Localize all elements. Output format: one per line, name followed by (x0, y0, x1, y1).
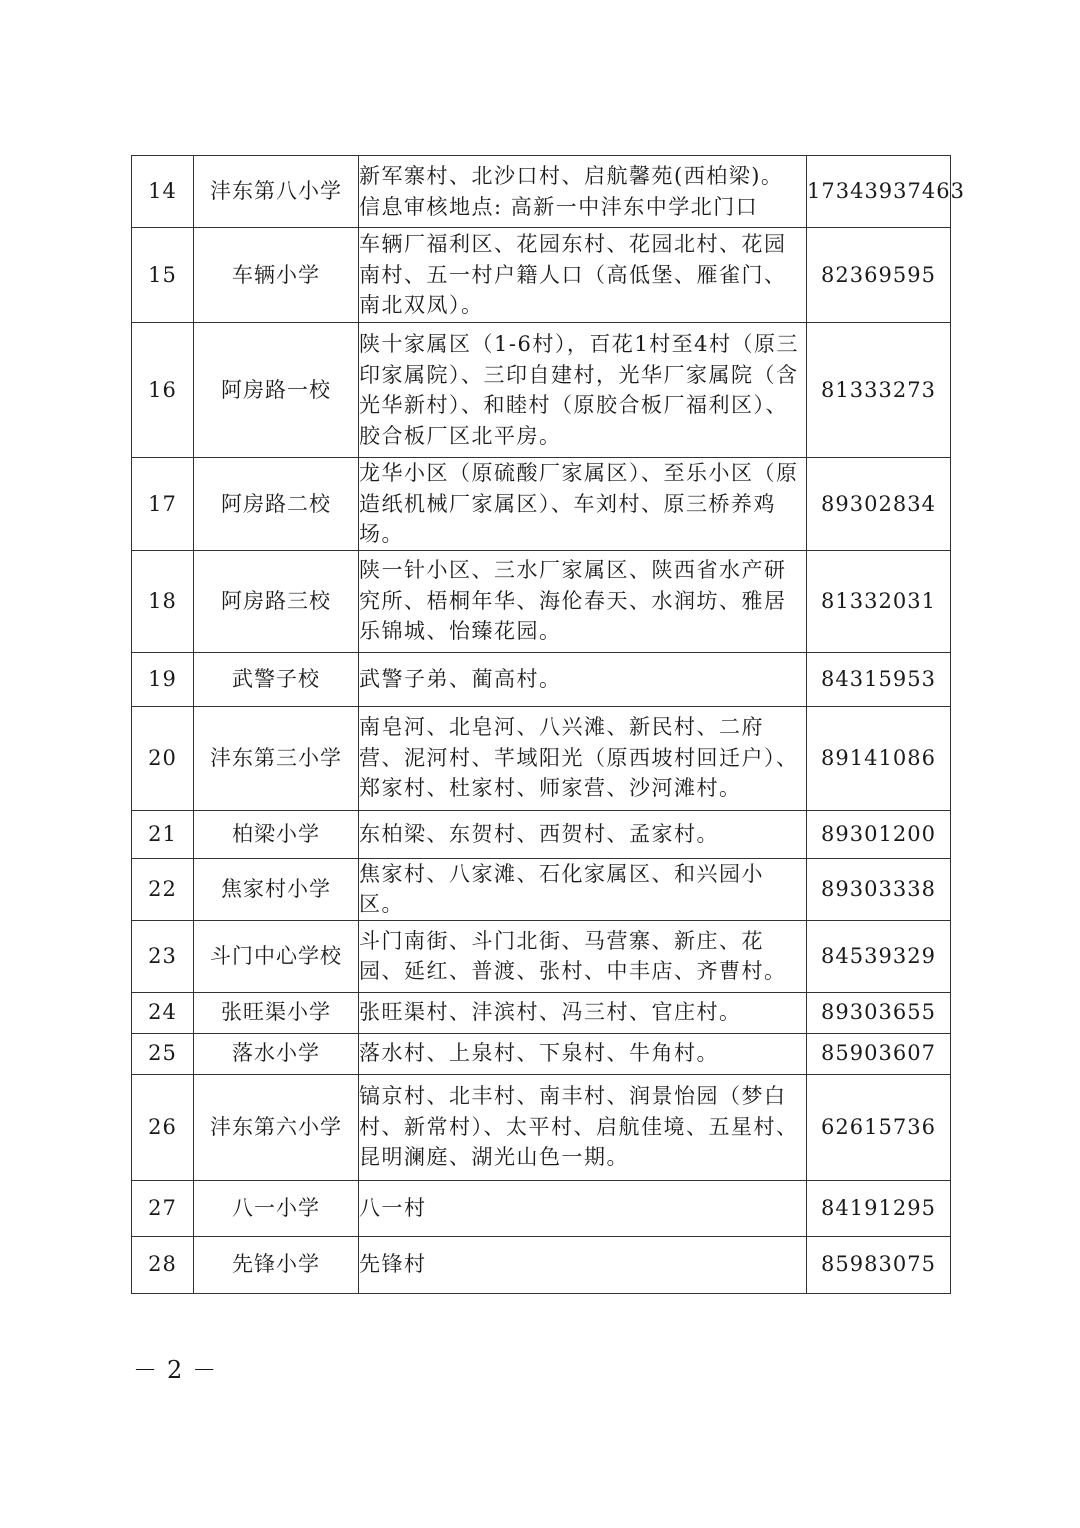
enrollment-area: 焦家村、八家滩、石化家属区、和兴园小区。 (359, 858, 807, 920)
contact-phone: 89302834 (807, 458, 951, 551)
row-number: 28 (132, 1236, 194, 1293)
table-row (132, 858, 951, 920)
enrollment-area: 斗门南街、斗门北街、马营寨、新庄、花园、延红、普渡、张村、中丰店、齐曹村。 (359, 920, 807, 992)
page-number: －2－ (133, 1356, 227, 1384)
table-row (132, 992, 951, 1033)
table-row (132, 652, 951, 706)
row-number: 20 (132, 706, 194, 810)
school-name: 焦家村小学 (194, 858, 359, 920)
enrollment-area: 镐京村、北丰村、南丰村、润景怡园（梦白村、新常村）、太平村、启航佳境、五星村、昆明澜庭、湖光山色一期。 (359, 1074, 807, 1180)
enrollment-area: 陕一针小区、三水厂家属区、陕西省水产研究所、梧桐年华、海伦春天、水润坊、雅居乐锦城、怡臻花园。 (359, 550, 807, 652)
row-number: 16 (132, 323, 194, 458)
contact-phone: 84539329 (807, 920, 951, 992)
enrollment-area: 落水村、上泉村、下泉村、牛角村。 (359, 1033, 807, 1074)
enrollment-area: 武警子弟、蔺高村。 (359, 652, 807, 706)
row-number: 27 (132, 1180, 194, 1236)
school-name: 八一小学 (194, 1180, 359, 1236)
enrollment-area: 八一村 (359, 1180, 807, 1236)
table-row (132, 458, 951, 551)
school-name: 沣东第八小学 (194, 156, 359, 228)
enrollment-area: 龙华小区（原硫酸厂家属区）、至乐小区（原造纸机械厂家属区）、车刘村、原三桥养鸡场。 (359, 458, 807, 551)
school-name: 武警子校 (194, 652, 359, 706)
row-number: 15 (132, 228, 194, 323)
contact-phone: 89303655 (807, 992, 951, 1033)
contact-phone: 81333273 (807, 323, 951, 458)
row-number: 24 (132, 992, 194, 1033)
school-name: 斗门中心学校 (194, 920, 359, 992)
school-name: 沣东第六小学 (194, 1074, 359, 1180)
table-row (132, 228, 951, 323)
table-row (132, 920, 951, 992)
table-row (132, 156, 951, 228)
school-name: 柏梁小学 (194, 810, 359, 858)
contact-phone: 85903607 (807, 1033, 951, 1074)
table-row (132, 810, 951, 858)
contact-phone: 89141086 (807, 706, 951, 810)
row-number: 25 (132, 1033, 194, 1074)
table-row (132, 1236, 951, 1293)
table-row (132, 1074, 951, 1180)
school-name: 阿房路一校 (194, 323, 359, 458)
enrollment-area: 先锋村 (359, 1236, 807, 1293)
school-name: 阿房路三校 (194, 550, 359, 652)
table-row (132, 550, 951, 652)
row-number: 14 (132, 156, 194, 228)
table-row (132, 323, 951, 458)
enrollment-area: 南皂河、北皂河、八兴滩、新民村、二府营、泥河村、芊域阳光（原西坡村回迁户）、郑家村、杜家村、师家营、沙河滩村。 (359, 706, 807, 810)
school-name: 沣东第三小学 (194, 706, 359, 810)
contact-phone: 81332031 (807, 550, 951, 652)
school-name: 阿房路二校 (194, 458, 359, 551)
contact-phone: 85983075 (807, 1236, 951, 1293)
school-name: 先锋小学 (194, 1236, 359, 1293)
row-number: 21 (132, 810, 194, 858)
row-number: 26 (132, 1074, 194, 1180)
row-number: 23 (132, 920, 194, 992)
contact-phone: 84315953 (807, 652, 951, 706)
table-row (132, 1180, 951, 1236)
table-row (132, 1033, 951, 1074)
contact-phone: 84191295 (807, 1180, 951, 1236)
table-body (132, 156, 965, 1294)
enrollment-area: 车辆厂福利区、花园东村、花园北村、花园南村、五一村户籍人口（高低堡、雁雀门、南北双凤）。 (359, 228, 807, 323)
row-number: 17 (132, 458, 194, 551)
row-number: 22 (132, 858, 194, 920)
school-name: 张旺渠小学 (194, 992, 359, 1033)
enrollment-area: 新军寨村、北沙口村、启航馨苑(西柏梁)。 信息审核地点: 高新一中沣东中学北门口 (359, 156, 807, 228)
contact-phone: 89303338 (807, 858, 951, 920)
enrollment-area: 东柏梁、东贺村、西贺村、孟家村。 (359, 810, 807, 858)
school-district-table (131, 155, 965, 1294)
school-name: 车辆小学 (194, 228, 359, 323)
row-number: 19 (132, 652, 194, 706)
school-name: 落水小学 (194, 1033, 359, 1074)
row-number: 18 (132, 550, 194, 652)
enrollment-area: 陕十家属区（1-6村），百花1村至4村（原三印家属院）、三印自建村，光华厂家属院（含光华新村）、和睦村（原胶合板厂福利区）、胶合板厂区北平房。 (359, 323, 807, 458)
contact-phone: 62615736 (807, 1074, 951, 1180)
contact-phone: 17343937463 (807, 156, 951, 228)
enrollment-area: 张旺渠村、沣滨村、冯三村、官庄村。 (359, 992, 807, 1033)
contact-phone: 89301200 (807, 810, 951, 858)
table-row (132, 706, 951, 810)
contact-phone: 82369595 (807, 228, 951, 323)
